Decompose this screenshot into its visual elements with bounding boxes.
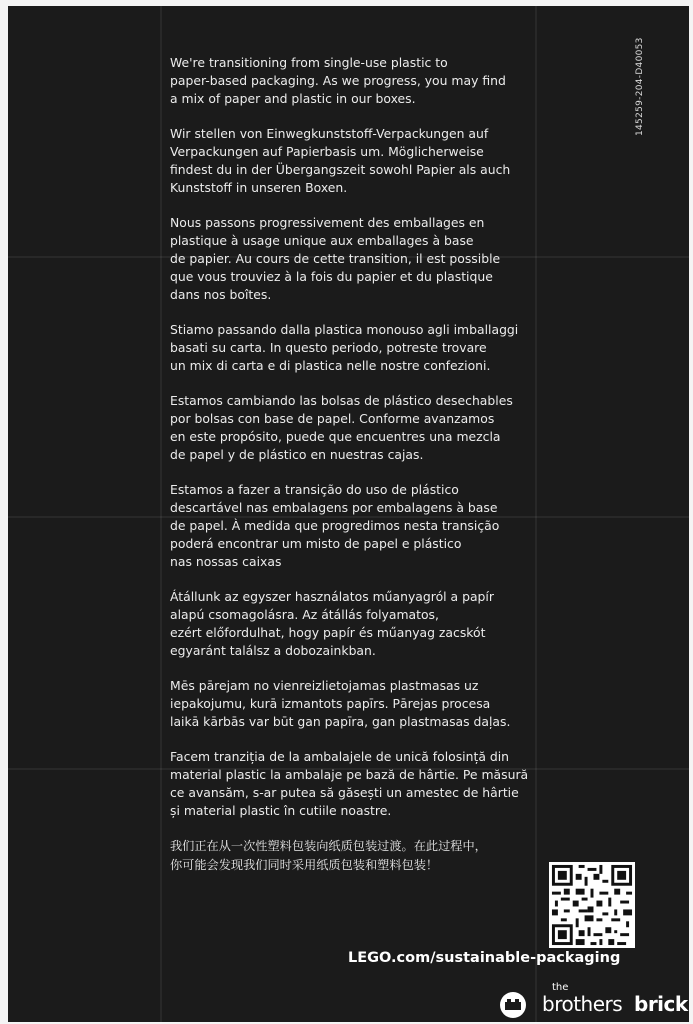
paragraph-es: Estamos cambiando las bolsas de plástico desechables por bolsas con base de papel. Conforme avanzamos en este propósito, puede que encuentres una mezcla de papel y de plástico en nuestras cajas. [170, 393, 513, 462]
paragraph-zh: 我们正在从一次性塑料包装向纸质包装过渡。在此过程中， 你可能会发现我们同时采用纸质包装和塑料包装！ [170, 839, 487, 872]
product-code: 145259-204-D40053 [635, 37, 645, 136]
sustainable-packaging-url[interactable]: LEGO.com/sustainable-packaging [348, 950, 621, 966]
paragraph-ro: Facem tranziția de la ambalajele de unică folosință din material plastic la ambalaje pe bază de hârtie. Pe măsură ce avansăm, s-ar putea să găsești un amestec de hârtie și material plastic în cutiile noastre. [170, 749, 529, 818]
fold-line [160, 6, 162, 1022]
multilingual-notice [170, 54, 550, 892]
paragraph-de: Wir stellen von Einwegkunststoff-Verpackungen auf Verpackungen auf Papierbasis um. Möglicherweise findest du in der Übergangszeit sowohl Papier als auch Kunststoff in unseren Boxen. [170, 126, 511, 195]
paragraph-en: We're transitioning from single-use plastic to paper-based packaging. As we progress, you may find a mix of paper and plastic in our boxes. [170, 55, 506, 106]
packaging-sheet [8, 6, 689, 1022]
brothers-brick-watermark [496, 982, 689, 1022]
paragraph-lv: Mēs pārejam no vienreizlietojamas plastmasas uz iepakojumu, kurā izmantots papīrs. Pārejas procesa laikā kārbās var būt gan papīra, gan plastmasas daļas. [170, 678, 511, 729]
watermark-brick: brick [634, 992, 688, 1016]
qr-code[interactable] [549, 862, 635, 948]
watermark-brothers: brothers [542, 992, 623, 1016]
paragraph-pt: Estamos a fazer a transição do uso de plástico descartável nas embalagens por embalagens à base de papel. À medida que progredimos nesta transição poderá encontrar um misto de papel e plástico nas nossas caixas [170, 482, 500, 569]
paragraph-fr: Nous passons progressivement des emballages en plastique à usage unique aux emballages à base de papier. Au cours de cette transition, il est possible que vous trouviez à la fois du papier et du plastique dans nos boîtes. [170, 215, 501, 302]
paragraph-it: Stiamo passando dalla plastica monouso agli imballaggi basati su carta. In questo periodo, potreste trovare un mix di carta e di plastica nelle nostre confezioni. [170, 322, 519, 373]
qr-code-icon [549, 862, 635, 948]
watermark-the: the [552, 982, 569, 993]
brick-logo-icon [496, 990, 530, 1020]
paragraph-hu: Átállunk az egyszer használatos műanyagról a papír alapú csomagolásra. Az átállás folyamatos, ezért előfordulhat, hogy papír és műanyag zacskót egyaránt találsz a dobozainkban. [170, 589, 494, 658]
